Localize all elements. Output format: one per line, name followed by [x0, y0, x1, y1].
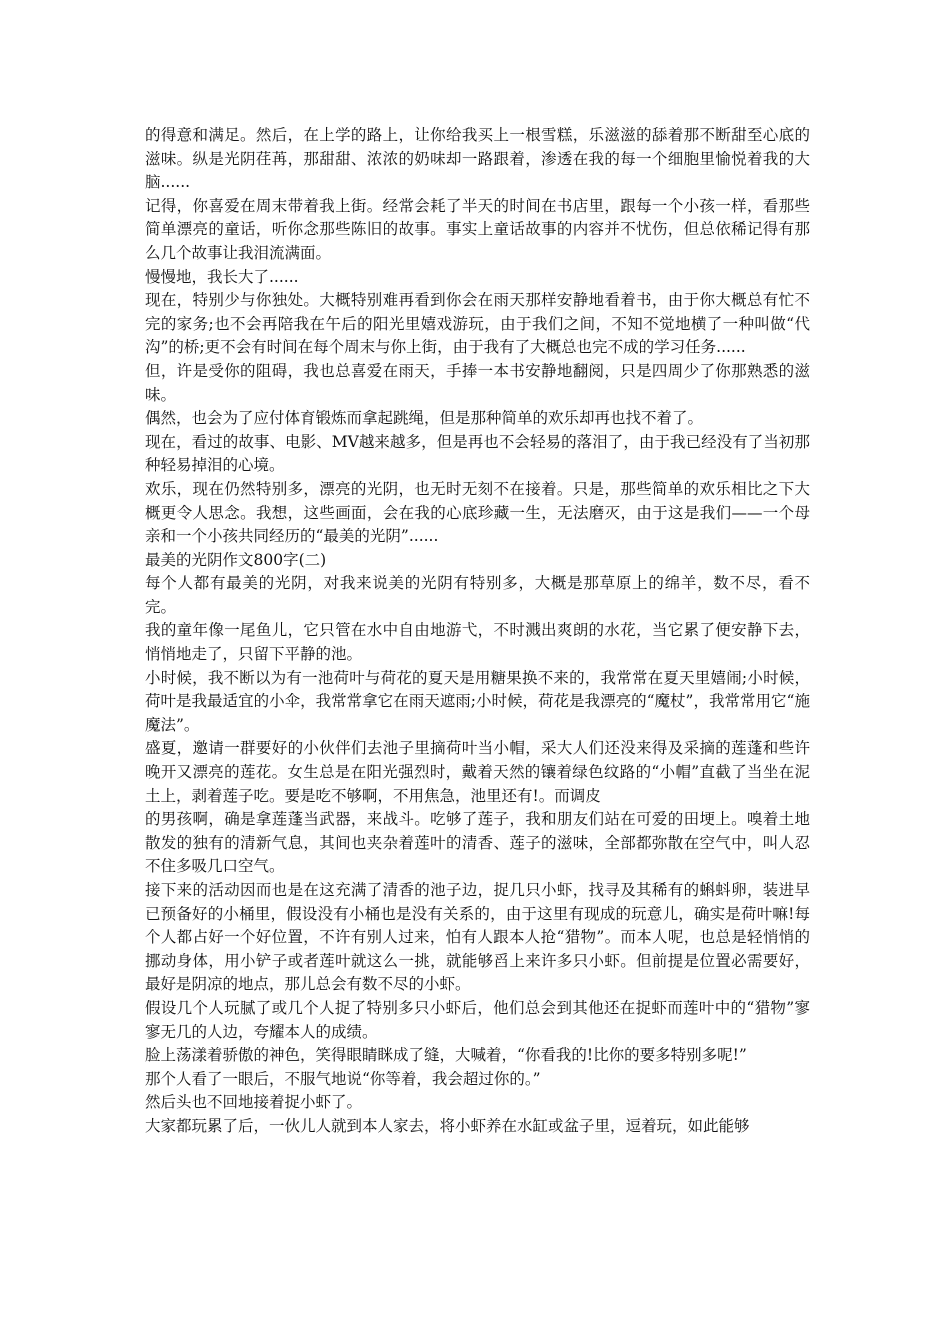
paragraph: 欢乐，现在仍然特别多，漂亮的光阴，也无时无刻不在接着。只是，那些简单的欢乐相比之下大概更令人思念。我想，这些画面，会在我的心底珍藏一生，无法磨灭，由于这是我们——一个母亲和一个小孩共同经历的“最美的光阴”......: [145, 479, 810, 546]
document-page: [145, 124, 810, 1139]
paragraph: 的得意和满足。然后，在上学的路上，让你给我买上一根雪糕，乐滋滋的舔着那不断甜至心底的滋味。纵是光阴荏苒，那甜甜、浓浓的奶味却一路跟着，渗透在我的每一个细胞里愉悦着我的大脑......: [145, 126, 810, 192]
paragraph: 现在，看过的故事、电影、MV越来越多，但是再也不会轻易的落泪了，由于我已经没有了当初那种轻易掉泪的心境。: [145, 432, 810, 475]
section-heading: 最美的光阴作文800字(二): [145, 550, 327, 569]
paragraph: 现在，特别少与你独处。大概特别难再看到你会在雨天那样安静地看着书，由于你大概总有忙不完的家务;也不会再陪我在午后的阳光里嬉戏游玩，由于我们之间，不知不觉地横了一种叫做“代沟”的桥;更不会有时间在每个周末与你上街，由于我有了大概总也完不成的学习任务......: [145, 291, 810, 357]
paragraph: 我的童年像一尾鱼儿，它只管在水中自由地游弋，不时溅出爽朗的水花，当它累了便安静下去，悄悄地走了，只留下平静的池。: [145, 621, 810, 664]
paragraph: 盛夏，邀请一群要好的小伙伴们去池子里摘荷叶当小帽，采大人们还没来得及采摘的莲蓬和些许晚开又漂亮的莲花。女生总是在阳光强烈时，戴着天然的镶着绿色纹路的“小帽”直截了当坐在泥土上，剥着莲子吃。要是吃不够啊，不用焦急，池里还有!。而调皮: [145, 739, 810, 805]
paragraph: 慢慢地，我长大了......: [145, 267, 299, 286]
paragraph: 偶然，也会为了应付体育锻炼而拿起跳绳，但是那种简单的欢乐却再也找不着了。: [145, 409, 704, 428]
paragraph: 脸上荡漾着骄傲的神色，笑得眼睛眯成了缝，大喊着，“你看我的!比你的要多特别多呢!”: [145, 1046, 747, 1065]
paragraph: 小时候，我不断以为有一池荷叶与荷花的夏天是用糖果换不来的，我常常在夏天里嬉闹;小时候，荷叶是我最适宜的小伞，我常常拿它在雨天遮雨;小时候，荷花是我漂亮的“魔杖”，我常常用它“施魔法”。: [145, 668, 810, 734]
paragraph: 但，许是受你的阻碍，我也总喜爱在雨天，手捧一本书安静地翻阅，只是四周少了你那熟悉的滋味。: [145, 361, 810, 404]
paragraph: 假设几个人玩腻了或几个人捉了特别多只小虾后，他们总会到其他还在捉虾而莲叶中的“猎物”寥寥无几的人边，夸耀本人的成绩。: [145, 998, 810, 1041]
paragraph: 然后头也不回地接着捉小虾了。: [145, 1093, 363, 1112]
paragraph: 那个人看了一眼后，不服气地说“你等着，我会超过你的。”: [145, 1069, 541, 1088]
paragraph: 大家都玩累了后，一伙儿人就到本人家去，将小虾养在水缸或盆子里，逗着玩，如此能够: [145, 1116, 750, 1135]
paragraph: 每个人都有最美的光阴，对我来说美的光阴有特别多，大概是那草原上的绵羊，数不尽，看不完。: [145, 574, 810, 616]
paragraph: 接下来的活动因而也是在这充满了清香的池子边，捉几只小虾，找寻及其稀有的蝌蚪卵，装进早已预备好的小桶里，假设没有小桶也是没有关系的，由于这里有现成的玩意儿，确实是荷叶嘛!每个人都占好一个好位置，不许有别人过来，怕有人跟本人抢“猎物”。而本人呢，也总是轻悄悄的挪动身体，用小铲子或者莲叶就这么一挑，就能够舀上来许多只小虾。但前提是位置必需要好，最好是阴凉的地点，那儿总会有数不尽的小虾。: [145, 881, 810, 994]
paragraph: 记得，你喜爱在周末带着我上街。经常会耗了半天的时间在书店里，跟每一个小孩一样，看那些简单漂亮的童话，听你念那些陈旧的故事。事实上童话故事的内容并不忧伤，但总依稀记得有那么几个故事让我泪流满面。: [145, 196, 810, 262]
paragraph: 的男孩啊，确是拿莲蓬当武器，来战斗。吃够了莲子，我和朋友们站在可爱的田埂上。嗅着土地散发的独有的清新气息，其间也夹杂着莲叶的清香、莲子的滋味，全部都弥散在空气中，叫人忍不住多吸几口空气。: [145, 810, 810, 876]
